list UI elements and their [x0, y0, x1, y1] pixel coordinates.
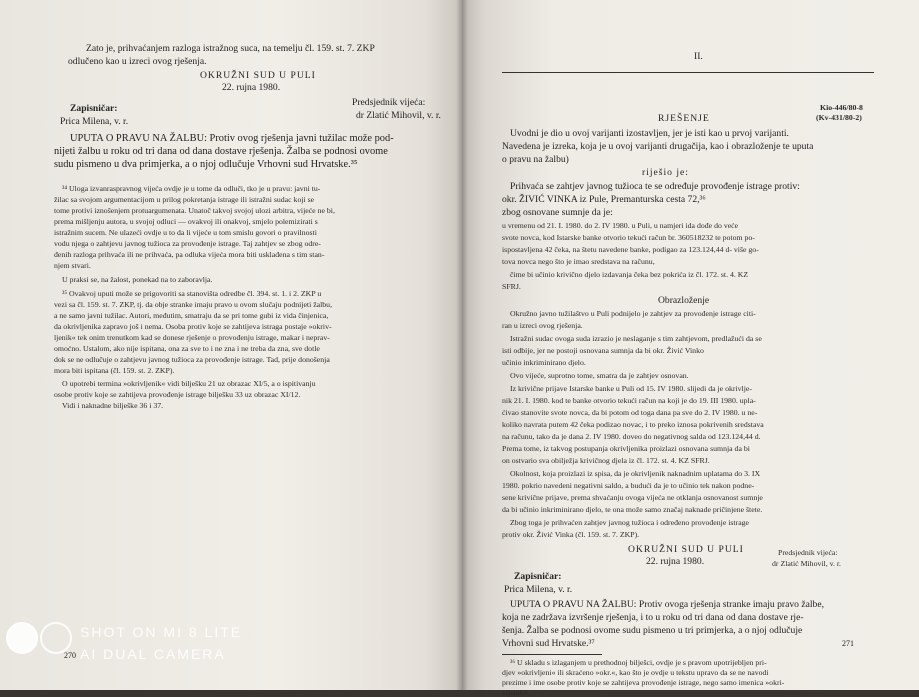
appeal-instruction-line: nijeti žalbu u roku od tri dana od dana dostave rješenja. Žalba se podnosi ovome — [54, 146, 388, 157]
right-page — [462, 0, 919, 697]
footnote-line: mora biti ispitana (čl. 159. st. 2. ZKP). — [54, 366, 175, 375]
ruling-line: u vremenu od 21. I. 1980. do 2. IV 1980. u Puli, u namjeri ida dođe do veće — [502, 221, 739, 230]
reasoning-line: da bi učinio inkriminirano djelo, te ona može samo značaj naknade pričinjene štete. — [502, 505, 763, 514]
footnote-rule — [502, 654, 602, 655]
reasoning-line: 1980. pokrio navedeni negativni saldo, a budući da je to učinio tek nakon podne- — [502, 481, 755, 490]
footnote-line: a ne samo javni tužilac. Autori, međutim, smatraju da se pri tome gubi iz vida činjenica, — [54, 311, 329, 320]
section-number: II. — [694, 51, 703, 62]
appeal-instruction-line: sudu pismeno u dva primjerka, a o njoj odlučuje Vrhovni sud Hrvatske.³⁵ — [54, 159, 358, 170]
reasoning-line: na računu, tako da je dana 2. IV 1980. doveo do negativnog salda od 123.124,44 d. — [502, 432, 761, 441]
decision-date: 22. rujna 1980. — [222, 82, 281, 93]
footnote-line: žilac sa svojom argumentacijom u prilog pokretanja istrage ili istražni sudac koji se — [54, 195, 315, 204]
footnote-line: ³⁵ Ovakvoj uputi može se prigovoriti sa stanovišta odredbe čl. 394. st. 1. i 2. ZKP u — [62, 289, 322, 298]
footnote-line: njem stvari. — [54, 261, 91, 270]
reasoning-line: on ostvario sva obilježja krivičnog djela iz čl. 172. st. 4. KZ SFRJ. — [502, 456, 710, 465]
preamble-line: o pravu na žalbu) — [502, 154, 569, 165]
footnote-line: istražnim sucem. Ne ulazeći ovdje u to da li vijeće u tom smislu govori o pravilnosti — [54, 228, 317, 237]
ruling-line: okr. ŽIVIĆ VINKA iz Pule, Premanturska cesta 72,³⁶ — [502, 194, 706, 205]
footnote-line: ljenik« tek onim trenutkom kad se donese rješenje o provođenju istrage, makar i neprav- — [54, 333, 330, 342]
president-name: dr Zlatić Mihovil, v. r. — [772, 559, 842, 568]
page-number: 271 — [842, 639, 854, 648]
reasoning-line: sene krivične prijave, prema shvaćanju ovoga vijeća ne otklanja osnovanost sumnje — [502, 493, 763, 502]
recorder-name: Prica Milena, v. r. — [504, 584, 573, 595]
footnote-line: osobe protiv koje se zahtijeva provođenje istrage bilješku 33 uz obrazac XI/12. — [54, 390, 301, 399]
intro-line: odlučeno kao u izreci ovog rješenja. — [68, 56, 207, 67]
footnote-line: dok se ne odlučuje o zahtjevu javnog tužioca za provođenje istrage. Tad, prije donošenja — [54, 355, 330, 364]
footnote-line: omoćno. Ustalom, ako nije ispitana, ona za sve to i ne zna i ne treba da zna, sve dotle — [54, 344, 320, 353]
reasoning-line: nik 21. I. 1980. kod te banke otvorio tekući račun na koji je do 19. III 1980. upla- — [502, 396, 756, 405]
footnote-line: prezime i ime osobe protiv koje se zahtijeva provođenje istrage, nego samo imenica »okri- — [502, 678, 785, 687]
reasoning-line: Iz krivične prijave Istarske banke u Puli od 15. IV 1980. slijedi da je okrivlje- — [510, 384, 752, 393]
appeal-instruction-line: UPUTA O PRAVU NA ŽALBU: Protiv ovoga rješenja stranke imaju pravo žalbe, — [510, 599, 825, 610]
recorder-name: Prica Milena, v. r. — [60, 116, 129, 127]
footnote-line: djev »okrivljeni« ili skraćeno »okr.«, kao što je ovdje u tekstu upravo da se ne navodi — [502, 668, 769, 677]
ruling-line: Prihvaća se zahtjev javnog tužioca te se određuje provođenje istrage protiv: — [510, 181, 800, 192]
reasoning-line: učinio inkriminirano djelo. — [502, 358, 586, 367]
decided-label: riješio je: — [642, 167, 689, 178]
reasoning-line: Istražni sudac ovoga suda izrazio je neslaganje s tim zahtjevom, predlažući da se — [510, 334, 762, 343]
ruling-line: ispostavljena 42 čeka, na štetu navedene banke, podigao za 123.124,44 d- više go- — [502, 245, 759, 254]
footnote-line: ³⁴ Uloga izvanraspravnog vijeća ovdje je u tome da odluči, tko je u pravu: javni tu- — [62, 184, 321, 193]
footnote-line: da okrivljenika zapravo još i nema. Osoba protiv koje se zahtijeva istraga postaje »okriv- — [54, 322, 332, 331]
reasoning-line: ran u izreci ovog rješenja. — [502, 321, 583, 330]
recorder-title: Zapisničar: — [70, 103, 118, 114]
recorder-title: Zapisničar: — [514, 571, 562, 582]
reasoning-line: koliko navrata putem 42 čeka podizao novac, i to preko iznosa pokrivenih sredstava — [502, 420, 764, 429]
footnote-line: O upotrebi termina »okrivljenik« vidi bilješku 21 uz obrazac XI/5, a o ispitivanju — [62, 379, 316, 388]
watermark-line: AI DUAL CAMERA — [80, 646, 226, 662]
reasoning-title: Obrazloženje — [658, 295, 710, 306]
court-name: OKRUŽNI SUD U PULI — [200, 70, 316, 81]
reasoning-line: Okolnost, koja proizlazi iz spisa, da je okrivljenik naknadnim uplatama do 3. IX — [510, 469, 761, 478]
preamble-line: Navedena je izreka, koja je u ovoj varijanti drugačija, kao i obrazloženje te uputa — [502, 141, 814, 152]
footnote-line: U praksi se, na žalost, ponekad na to zaboravlja. — [62, 275, 213, 284]
footnote-line: đenih razloga prihvaća ili ne prihvaća, pa odluka vijeća mora biti usklađena s tim stan- — [54, 250, 325, 259]
header-rule — [502, 72, 874, 73]
footnote-line: ³⁶ U skladu s izlaganjem u prethodnoj bilješci, ovdje je s pravom upotrijebljen pri- — [510, 658, 767, 667]
ruling-line: čime bi učinio krivično djelo izdavanja čeka bez pokrića iz čl. 172. st. 4. KZ — [510, 270, 749, 279]
appeal-instruction-line: koja ne zadržava izvršenje rješenja, i to u roku od tri dana od dana dostave rje- — [502, 612, 804, 623]
watermark-line: SHOT ON MI 8 LITE — [80, 624, 243, 640]
decision-date: 22. rujna 1980. — [646, 556, 705, 567]
page-number: 270 — [64, 651, 76, 660]
reasoning-line: Okružno javno tužilaštvo u Puli podnijelo je zahtjev za provođenje istrage citi- — [510, 309, 756, 318]
footnote-line: tome protivi iznošenjem protuargumenata. Unatoč takvoj svojoj ulozi arbitra, vijeće ne bi, — [54, 206, 335, 215]
ruling-line: zbog osnovane sumnje da je: — [502, 207, 613, 218]
president-name: dr Zlatić Mihovil, v. r. — [356, 110, 441, 121]
footnote-line: prema mišljenju autora, u svojoj odluci — ovakvoj ili onakvoj, smjelo polemizirati s — [54, 217, 318, 226]
document-heading: RJEŠENJE — [658, 113, 710, 124]
footnote-line: vezi sa čl. 159. st. 7. ZKP, tj. da obje stranke imaju pravo u ovom slučaju podnijeti žalbu, — [54, 300, 333, 309]
left-page — [0, 0, 462, 690]
reasoning-line: Zbog toga je prihvaćen zahtjev javnog tužioca i određeno provođenje istrage — [510, 518, 750, 527]
ruling-line: SFRJ. — [502, 282, 521, 291]
footnote-line: Vidi i naknadne bilješke 36 i 37. — [62, 401, 164, 410]
reasoning-line: Prema tome, iz takvog postupanja okrivljenika proizlazi osnovana sumnja da bi — [502, 444, 750, 453]
camera-watermark — [6, 620, 306, 680]
reasoning-line: protiv okr. Živić Vinka (čl. 159. st. 7. ZKP). — [502, 530, 640, 539]
ruling-line: svote novca, kod Istarske banke otvorio tekući račun br. 360518232 te potom po- — [502, 233, 755, 242]
intro-line: Zato je, prihvaćanjem razloga istražnog suca, na temelju čl. 159. st. 7. ZKP — [86, 43, 375, 54]
footnote-line: vljenik«. — [502, 688, 530, 697]
reasoning-line: isti odbije, jer ne postoji osnovana sumnja da bi okr. Živić Vinko — [502, 346, 704, 355]
reasoning-line: ćivao stanovite svote novca, da bi potom od toga dana pa sve do 2. IV 1980. u ne- — [502, 408, 758, 417]
appeal-instruction-line: UPUTA O PRAVU NA ŽALBU: Protiv ovog rješenja javni tužilac može pod- — [70, 133, 394, 144]
file-number: (Kv-431/80-2) — [816, 113, 862, 122]
president-title: Predsjednik vijeća: — [352, 97, 426, 108]
reasoning-line: Ovo vijeće, suprotno tome, smatra da je zahtjev osnovan. — [510, 371, 689, 380]
president-title: Predsjednik vijeća: — [778, 548, 838, 557]
preamble-line: Uvodni je dio u ovoj varijanti izostavljen, jer je isti kao u prvoj varijanti. — [510, 128, 789, 139]
court-name: OKRUŽNI SUD U PULI — [628, 544, 744, 555]
footnote-line: vodu njega o zahtjevu javnog tužioca za provođenje istrage. Taj zahtjev se zbog odre- — [54, 239, 321, 248]
file-number: Kio-446/80-8 — [820, 103, 863, 112]
appeal-instruction-line: šenja. Žalba se podnosi ovome sudu pismeno u tri primjerka, a o njoj odlučuje — [502, 625, 803, 636]
ruling-line: tova novca nego što je imao sredstava na računu, — [502, 257, 655, 266]
appeal-instruction-line: Vrhovni sud Hrvatske.³⁷ — [502, 638, 595, 649]
book-gutter — [456, 0, 468, 690]
